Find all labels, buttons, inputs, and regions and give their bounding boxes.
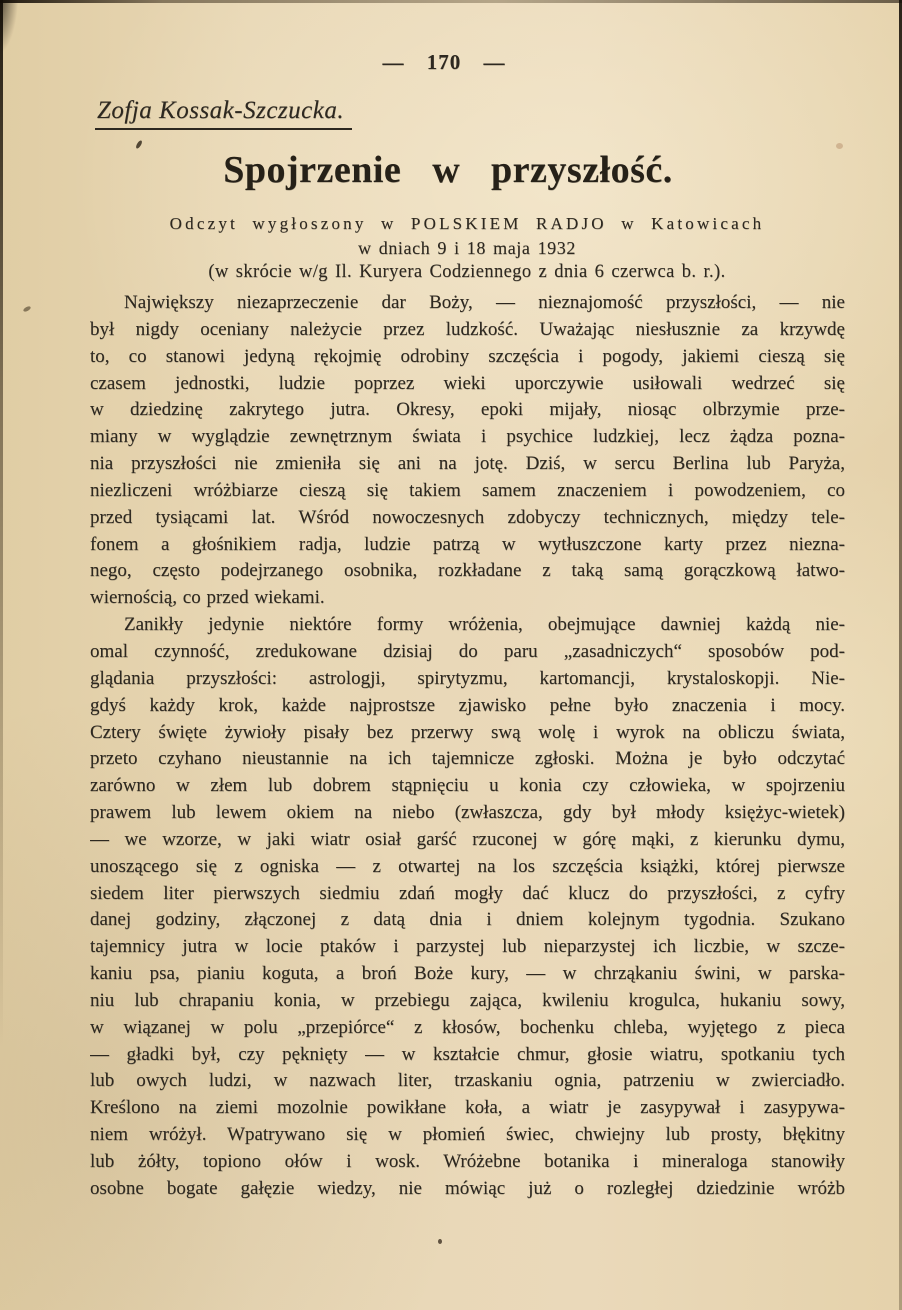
subtitle-line-2: w dniach 9 i 18 maja 1932 [358,238,576,258]
body-line: Cztery święte żywioły pisały bez przerwy swą wolę i wyrok na obliczu świata, [90,721,845,743]
body-line: niu lub chrapaniu konia, w przebiegu zająca, kwileniu krogulca, hukaniu sowy, [90,989,845,1011]
body-line: był nigdy oceniany należycie przez ludzkość. Uważając niesłusznie za krzywdę [90,318,845,340]
body-line: omal czynność, zredukowane dzisiaj do paru „zasadniczych“ sposobów pod- [90,640,845,662]
body-line: — we wzorze, w jaki wiatr osiał garść rzuconej w górę mąki, z kierunku dymu, [90,828,845,850]
body-line: fonem a głośnikiem radja, ludzie patrzą w wytłuszczone karty przez niezna- [90,533,845,555]
body-line: przed tysiącami lat. Wśród nowoczesnych zdobyczy technicznych, między tele- [90,506,845,528]
paper-speck [438,1239,442,1244]
page-body [90,290,845,1203]
body-line: zarówno w złem lub dobrem stąpnięciu u konia czy człowieka, w spojrzeniu [90,775,845,797]
body-line: prawem lub lewem okiem na niebo (zwłaszcza, gdy był młody księżyc-wietek) [90,802,845,824]
body-line: nia przyszłości nie zmieniła się ani na jotę. Dziś, w sercu Berlina lub Paryża, [90,453,845,475]
body-line: to, co stanowi jedyną rękojmię odrobiny szczęścia i pogody, jakiemi cieszą się [90,345,845,367]
body-line: — gładki był, czy pęknięty — w kształcie chmur, głosie wiatru, spotkaniu tych [90,1043,845,1065]
author-name: Zofja Kossak-Szczucka. [95,97,352,130]
body-line: lub owych ludzi, w nazwach liter, trzaskaniu ognia, patrzeniu w zwierciadło. [90,1070,845,1092]
body-line: niem wróżył. Wpatrywano się w płomień świec, chwiejny lub prosty, błękitny [90,1124,845,1146]
body-line: przeto czyhano nieustannie na ich tajemnicze zgłoski. Można je było odczytać [90,748,845,770]
body-line: w wiązanej w polu „przepiórce“ z kłosów, bochenku chleba, wyjętego z pieca [90,1016,845,1038]
body-line: w dziedzinę zakrytego jutra. Okresy, epoki mijały, niosąc olbrzymie prze- [90,399,845,421]
body-line: kaniu psa, pianiu koguta, a broń Boże kury, — w chrząkaniu świni, w parska- [90,963,845,985]
scan-corner-artifact [0,0,18,56]
article-title: Spojrzenie w przyszłość. [223,149,673,191]
body-line: Zanikły jedynie niektóre formy wróżenia, obejmujące dawniej każdą nie- [124,614,845,636]
body-line: osobne bogate gałęzie wiedzy, nie mówiąc już o rozległej dziedzinie wróżb [90,1177,845,1199]
body-line: danej godziny, złączonej z datą dnia i dniem kolejnym tygodnia. Szukano [90,909,845,931]
body-line: czasem jednostki, ludzie poprzez wieki uporczywie usiłowali wedrzeć się [90,372,845,394]
subtitle-line-3: (w skrócie w/g Il. Kuryera Codziennego z dnia 6 czerwca b. r.). [208,262,726,282]
body-line: wiernością, co przed wiekami. [90,587,325,609]
body-line: miany w wyglądzie zewnętrznym świata i psychice ludzkiej, lecz żądza pozna- [90,426,845,448]
scan-edge-top [0,0,902,3]
paper-speck [23,305,32,312]
body-line: Największy niezaprzeczenie dar Boży, — nieznajomość przyszłości, — nie [124,292,845,313]
body-line: lub żółty, topiono ołów i wosk. Wróżebne botanika i mineraloga stanowiły [90,1151,845,1172]
body-line: tajemnicy jutra w locie ptaków i parzystej lub nieparzystej ich liczbie, w szcze- [90,936,845,958]
body-line: unoszącego się z ogniska — z otwartej na los szczęścia książki, której pierwsze [90,855,845,877]
body-line: niezliczeni wróżbiarze cieszą się takiem samem znaczeniem i powodzeniem, co [90,479,845,501]
body-line: glądania przyszłości: astrologji, spirytyzmu, kartomancji, krystaloskopji. Nie- [90,667,845,689]
subtitle-line-1: Odczyt wygłoszony w POLSKIEM RADJO w Katowicach [169,214,765,233]
body-line: nego, często podejrzanego osobnika, rozkładane z taką samą gorączkową łatwo- [90,560,845,582]
body-line: siedem liter pierwszych siedmiu zdań mogły dać klucz do przyszłości, z cyfry [90,882,845,904]
body-line: gdyś każdy krok, każde najprostsze zjawisko pełne było znaczenia i mocy. [90,694,845,716]
page-number: — 170 — [382,50,506,74]
body-line: Kreślono na ziemi mozolnie powikłane koła, a wiatr je zasypywał i zasypywa- [90,1097,845,1119]
